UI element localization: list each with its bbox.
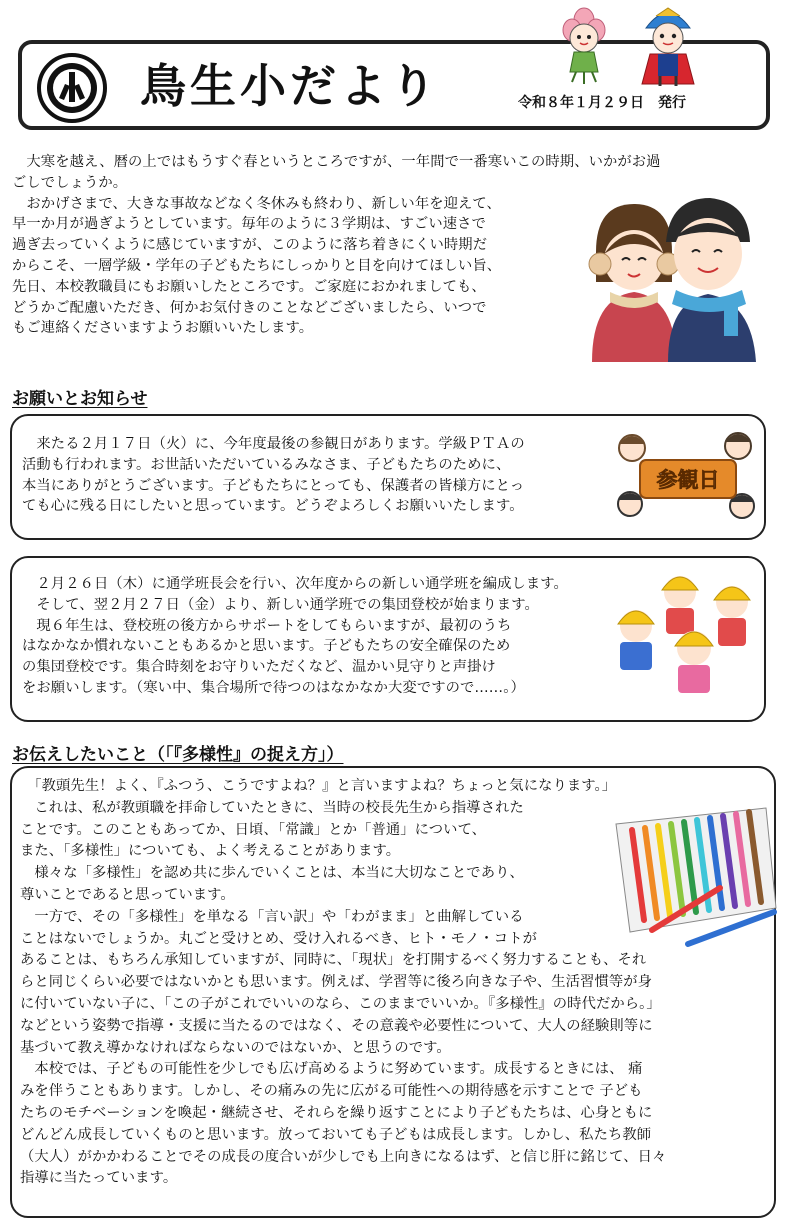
- page-title: 鳥生小だより: [140, 59, 440, 113]
- notice-line: そして、翌２月２７日（金）より、新しい通学班での集団登校が始まります。: [22, 596, 539, 613]
- intro-line: 早一か月が過ぎようとしています。毎年のように３学期は、すごい速さで: [12, 216, 486, 233]
- intro-line: もご連絡くださいますようお願いいたします。: [12, 320, 314, 337]
- message-line: あることは、もちろん承知していますが、同時に、「現状」を打開するべく努力することも、それ: [20, 952, 647, 969]
- notice-line: 来たる２月１７日（火）に、今年度最後の参観日があります。学級ＰＴＡの: [22, 436, 525, 452]
- school-children-illustration: [606, 568, 760, 698]
- notice-line: ても心に残る日にしたいと思っています。どうぞよろしくお願いいたします。: [22, 498, 524, 515]
- message-line: みを伴うこともあります。しかし、その痛みの先に広がる可能性への期待感を示すことで 子ども: [20, 1083, 643, 1100]
- visit-day-illustration: [614, 426, 760, 526]
- message-line: ことはないでしょうか。丸ごと受けとめ、受け入れるべき、ヒト・モノ・コトが: [20, 930, 537, 947]
- message-line: 基づいて教え導かなければならないのではないか、と思うのです。: [20, 1039, 451, 1056]
- message-line: などという姿勢で指導・支援に当たるのではなく、その意義や必要性について、大人の経験則等に: [20, 1017, 653, 1034]
- section-heading-message: お伝えしたいこと（「『多様性』の捉え方」）: [12, 745, 344, 765]
- notice-line: の集団登校です。集合時刻をお守りいただくなど、温かい見守りと声掛け: [22, 659, 496, 676]
- message-line: たちのモチベーションを喚起・継続させ、それらを繰り返すことにより子どもたちは、心身ともに: [20, 1104, 653, 1121]
- message-line: ことです。このこともあってか、日頃、「常識」とか「普通」について、: [20, 821, 487, 838]
- notice-box-commute-text: [22, 574, 682, 699]
- message-line: どんどん成長していくものと思います。放っておいても子どもは成長します。しかし、私たち教師: [20, 1126, 652, 1143]
- message-line: 指導に当たっています。: [20, 1170, 178, 1187]
- intro-line: ごしでしょうか。: [12, 174, 128, 191]
- message-line: （大人）がかかわることでその成長の度合いが少しでも上向きになるはず、と信じ肝に銘じて、日々: [20, 1148, 667, 1165]
- intro-line: 過ぎ去っていくように感じていますが、このように落ち着きにくい時期だ: [12, 237, 488, 254]
- colored-pencils-illustration: [612, 800, 778, 950]
- notice-line: ２月２６日（木）に通学班長会を行い、次年度からの新しい通学班を編成します。: [22, 576, 568, 592]
- visit-day-badge: 参観日: [656, 468, 720, 492]
- notice-box-visit-day-text: [22, 434, 622, 517]
- message-line: また、「多様性」についても、よく考えることがあります。: [20, 843, 401, 860]
- message-line: これは、私が教頭職を拝命していたときに、当時の校長先生から指導された: [20, 799, 524, 816]
- message-line: 本校では、子どもの可能性を少しでも広げ高めるように努めています。成長するときには、 痛: [20, 1061, 643, 1078]
- notice-line: 活動も行われます。お世話いただいているみなさま、子どもたちのために、: [22, 456, 511, 473]
- intro-line: どうかご配慮いただき、何かお気付きのことなどございましたら、いつで: [12, 299, 487, 316]
- intro-line: からこそ、一層学級・学年の子どもたちにしっかりと目を向けてほしい旨、: [12, 257, 502, 274]
- issue-date: 令和８年１月２９日 発行: [518, 95, 686, 111]
- message-line: らと同じくらい必要ではないかとも思います。例えば、学習等に後ろ向きな子や、生活習慣等が身: [20, 974, 653, 991]
- intro-line: おかげさまで、大きな事故などなく冬休みも終わり、新しい年を迎えて、: [12, 195, 501, 212]
- section-heading-notices: お願いとお知らせ: [12, 389, 148, 409]
- notice-line: をお願いします。（寒い中、集合場所で待つのはなかなか大変ですので……。）: [22, 679, 525, 696]
- notice-line: はなかなか慣れないこともあるかと思います。子どもたちの安全確保のため: [22, 638, 511, 655]
- message-line: に付いていない子に、「この子がこれでいいのなら、このままでいいか。『多様性』の時代だから。」: [20, 995, 661, 1012]
- intro-line: 先日、本校教職員にもお願いしたところです。ご家庭におかれましても、: [12, 278, 486, 295]
- notice-line: 現６年生は、登校班の後方からサポートをしてもらいますが、最初のうち: [22, 617, 512, 634]
- winter-couple-illustration: [584, 192, 756, 362]
- notice-line: 本当にありがとうございます。子どもたちにとっても、保護者の皆様方にとっ: [22, 477, 525, 494]
- school-emblem-icon: [36, 52, 108, 124]
- message-line: 「教頭先生！よく、『ふつう、こうですよね？』と言いますよね？ちょっと気になります。」: [20, 778, 617, 794]
- message-line: 尊いことであると思っています。: [20, 886, 235, 903]
- message-line: 様々な「多様性」を認め共に歩んでいくことは、本当に大切なことであり、: [20, 865, 524, 882]
- message-line: 一方で、その「多様性」を単なる「言い訳」や「わがまま」と曲解している: [20, 908, 524, 925]
- intro-line: 大寒を越え、暦の上ではもうすぐ春というところですが、一年間で一番寒いこの時期、いかがお過: [12, 154, 661, 170]
- mascot-illustration: [538, 6, 718, 90]
